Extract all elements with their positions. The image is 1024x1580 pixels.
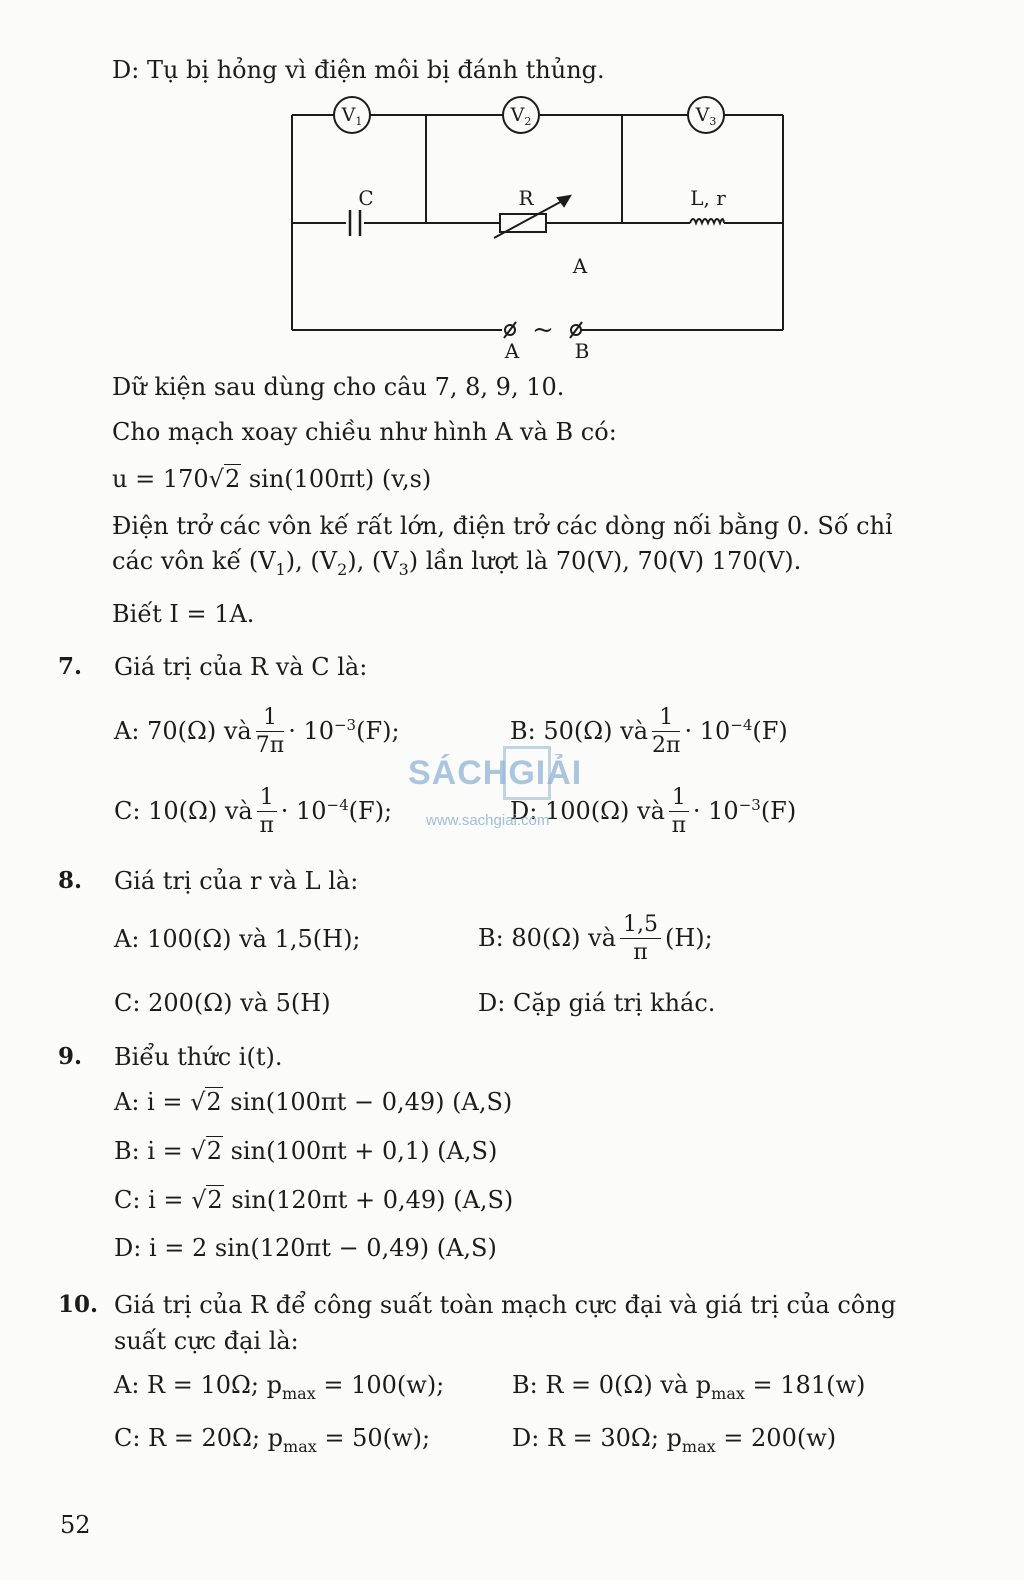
question-10-option-a: A: R = 10Ω; $p_{max} = 100(w)$; (114, 1371, 445, 1403)
question-10-stem-line-2: suất cực đại là: (114, 1327, 299, 1355)
option-d-previous: D: Tụ bị hỏng vì điện môi bị đánh thủng. (112, 56, 605, 84)
intro-line-1: Dữ kiện sau dùng cho câu 7, 8, 9, 10. (112, 373, 565, 401)
inductor-label: L, r (690, 186, 726, 210)
question-7-option-d: D: 100(Ω) và $\frac{1}{\pi}$ · $10^{-3}(F)$ (510, 785, 797, 838)
voltmeter-v3 (688, 97, 724, 133)
voltmeter-v1 (334, 97, 370, 133)
inductor-symbol (690, 219, 724, 223)
intro-line-2: Cho mạch xoay chiều như hình A và B có: (112, 418, 617, 446)
page-number: 52 (60, 1511, 91, 1539)
terminal-a (504, 322, 516, 338)
terminal-b (570, 322, 582, 338)
question-10-stem-line-1: Giá trị của R để công suất toàn mạch cực đại và giá trị của công (114, 1291, 897, 1319)
question-7-option-a: A: 70(Ω) và $\frac{1}{7\pi}$ · $10^{-3}(F)$; (114, 705, 400, 758)
watermark-logo-text: SÁCHGIẢI (408, 754, 583, 792)
question-9-option-b: B: i = √2 sin(100πt + 0,1) (A,S) (114, 1137, 498, 1165)
question-8-number: 8. (58, 867, 83, 894)
question-10-option-c: C: R = 20Ω; $p_{max} = 50(w)$; (114, 1424, 431, 1456)
question-10-option-b: B: R = 0(Ω) và $p_{max} = 181(w)$ (512, 1371, 866, 1403)
question-7-number: 7. (58, 653, 83, 680)
terminal-a-label: A (504, 339, 520, 363)
question-8-option-d: D: Cặp giá trị khác. (478, 989, 716, 1017)
watermark-url: www.sachgiai.com (426, 812, 550, 829)
question-8-option-c: C: 200(Ω) và 5(H) (114, 989, 331, 1017)
intro-line-4: Điện trở các vôn kế rất lớn, điện trở các dòng nối bằng 0. Số chỉ (112, 512, 893, 540)
question-9-option-c: C: i = √2 sin(120πt + 0,49) (A,S) (114, 1186, 514, 1214)
intro-line-6: Biết I = 1A. (112, 600, 255, 628)
question-9-stem: Biểu thức i(t). (114, 1043, 283, 1071)
question-8-stem: Giá trị của r và L là: (114, 867, 359, 895)
question-10-option-d: D: R = 30Ω; $p_{max} = 200(w)$ (512, 1424, 837, 1456)
voltage-equation: u = 170√2 sin(100πt) (v,s) (112, 465, 432, 493)
circuit-center-label: A (572, 254, 588, 278)
intro-line-5: các vôn kế $(V_1)$, $(V_2)$, $(V_3)$ lần lượt là 70(V), 70(V) 170(V). (112, 547, 802, 579)
question-8-option-a: A: 100(Ω) và 1,5(H); (114, 925, 361, 953)
question-7-option-c: C: 10(Ω) và $\frac{1}{\pi}$ · $10^{-4}(F)$; (114, 785, 393, 838)
question-10-number: 10. (58, 1291, 99, 1318)
svg-text:V1: $V_1$ (341, 104, 363, 128)
question-7-stem: Giá trị của R và C là: (114, 653, 368, 681)
svg-text:V2: $V_2$ (510, 104, 532, 128)
terminal-b-label: B (574, 339, 590, 363)
capacitor-label: C (358, 186, 374, 210)
ac-source-symbol: ~ (532, 315, 554, 345)
capacitor-symbol (350, 210, 360, 236)
voltmeter-v2 (503, 97, 539, 133)
question-9-option-d: D: i = 2 sin(120πt − 0,49) (A,S) (114, 1234, 497, 1262)
resistor-label: R (518, 186, 534, 210)
circuit-diagram (280, 88, 800, 368)
question-8-option-b: B: 80(Ω) và $\frac{1,5}{\pi}$ (H); (478, 912, 713, 965)
question-9-number: 9. (58, 1043, 83, 1070)
question-7-option-b: B: 50(Ω) và $\frac{1}{2\pi}$ · $10^{-4}(F)$ (510, 705, 788, 758)
question-9-option-a: A: i = √2 sin(100πt − 0,49) (A,S) (114, 1088, 513, 1116)
svg-text:V3: $V_3$ (695, 104, 717, 128)
